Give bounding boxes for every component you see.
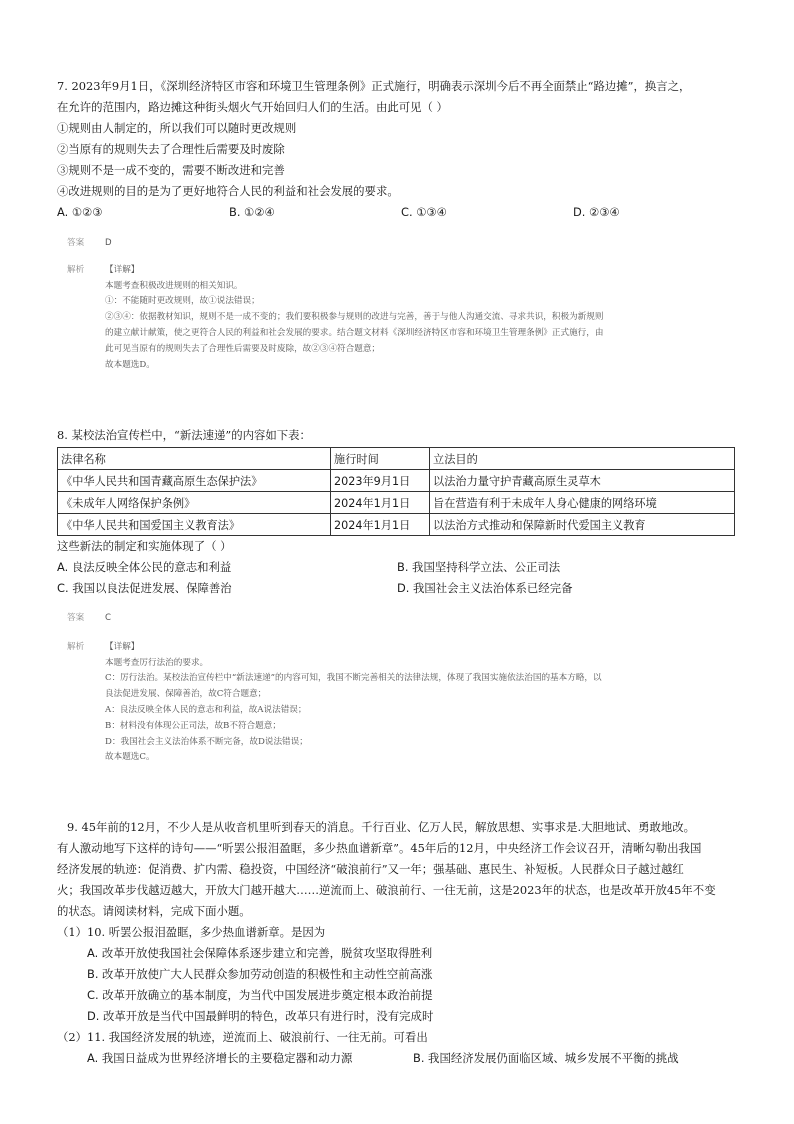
option-b[interactable]: B. 我国经济发展仍面临区域、城乡发展不平衡的挑战 [413,1051,679,1065]
analysis-text [105,263,737,374]
date-cell: 2024年1月1日 [331,514,430,536]
answer-row [67,236,737,252]
question-7-stem-line-2: 在允许的范围内，路边摊这种街头烟火气开始回归人们的生活。由此可见（ ） [57,100,448,114]
answer-label: 答案 [67,238,85,248]
header-effective-date: 施行时间 [331,448,430,470]
answer-value: C [105,613,112,623]
option-a[interactable]: A. ①②③ [57,205,103,219]
analysis-line: 此可见当原有的规则失去了合理性后需要及时废除，故②③④符合题意； [105,343,381,354]
purpose-cell: 旨在营造有利于未成年人身心健康的网络环境 [430,492,735,514]
material-line: 有人激动地写下这样的诗句——“听罢公报泪盈眶，多少热血谱新章”。45年后的12月，中央经济工作会议召开，清晰勾勒出我国 [57,841,702,855]
question-8-options-row-1 [57,557,747,578]
question-8-prompt: 这些新法的制定和实施体现了（ ） [57,539,232,553]
analysis-line: 良法促进发展、保障善治，故C符合题意； [105,689,267,700]
law-name-cell: 《未成年人网络保护条例》 [58,492,331,514]
question-11-stem: （2）11. 我国经济发展的轨迹，逆流而上、破浪前行、一往无前。可看出 [57,1030,428,1044]
analysis-row [67,640,737,766]
option-d[interactable]: D. ②③④ [573,205,620,219]
header-purpose: 立法目的 [430,448,735,470]
option-c[interactable]: C. 改革开放确立的基本制度，为当代中国发展进步奠定根本政治前提 [87,988,433,1002]
analysis-line: C：厉行法治。某校法治宣传栏中“新法速递”的内容可知，我国不断完善相关的法律法规，体现了我国实施依法治国的基本方略，以 [105,673,602,684]
date-cell: 2023年9月1日 [331,470,430,492]
answer-value: D [105,238,112,248]
analysis-line: 本题考查厉行法治的要求。 [105,657,209,668]
law-table [57,447,735,536]
question-10-stem: （1）10. 听罢公报泪盈眶，多少热血谱新章。是因为 [57,925,326,939]
question-7-options [57,202,747,223]
analysis-line: 故本题选C。 [105,752,155,763]
option-b[interactable]: B. 我国坚持科学立法、公正司法 [397,560,561,574]
material-line: 的状态。请阅读材料，完成下面小题。 [57,904,251,918]
analysis-line: D：我国社会主义法治体系不断完备，故D说法错误； [105,736,308,747]
table-row [58,492,735,514]
analysis-line: B：材料没有体现公正司法，故B不符合题意； [105,720,281,731]
table-header-row [58,448,735,470]
law-name-cell: 《中华人民共和国青藏高原生态保护法》 [58,470,331,492]
analysis-line: 本题考查积极改进规则的相关知识。 [105,280,243,291]
material-line: 9. 45年前的12月，不少人是从收音机里听到春天的消息。千行百业、亿万人民，解放思想、实事求是.大胆地试、勇敢地改。 [67,820,696,834]
option-a[interactable]: A. 我国日益成为世界经济增长的主要稳定器和动力源 [87,1051,353,1065]
question-7-item-4: ④改进规则的目的是为了更好地符合人民的利益和社会发展的要求。 [57,184,399,198]
question-7-item-2: ②当原有的规则失去了合理性后需要及时废除 [57,142,285,156]
analysis-line: A：良法反映全体人民的意志和利益，故A说法错误； [105,704,307,715]
option-c[interactable]: C. 我国以良法促进发展、保障善治 [57,581,232,595]
analysis-line: ②③④：依据教材知识，规则不是一成不变的；我们要积极参与规则的改进与完善，善于与他人沟通交流、寻求共识，积极为新规则 [105,312,604,323]
analysis-label: 解析 [67,641,85,652]
analysis-line: 【详解】 [105,641,140,652]
table-row [58,514,735,536]
option-a[interactable]: A. 改革开放使我国社会保障体系逐步建立和完善，脱贫攻坚取得胜利 [87,946,433,960]
question-8-options-row-2 [57,578,747,599]
analysis-line: 故本题选D。 [105,359,155,370]
question-7 [57,76,747,223]
material-line: 火；我国改革步伐越迈越大，开放大门越开越大……逆流而上、破浪前行、一往无前，这是2023年的状态，也是改革开放45年不变 [57,883,716,897]
question-8-answer-block [67,611,737,766]
question-8 [57,425,747,599]
option-d[interactable]: D. 我国社会主义法治体系已经完备 [397,581,573,595]
option-b[interactable]: B. ①②④ [229,205,275,219]
purpose-cell: 以法治方式推动和保障新时代爱国主义教育 [430,514,735,536]
option-c[interactable]: C. ①③④ [401,205,447,219]
question-7-item-1: ①规则由人制定的，所以我们可以随时更改规则 [57,121,297,135]
answer-row [67,611,737,627]
answer-label: 答案 [67,613,85,623]
analysis-line: ①：不能随时更改规则，故①说法错误； [105,296,260,307]
question-7-stem-line-1: 7. 2023年9月1日，《深圳经济特区市容和环境卫生管理条例》正式施行，明确表示深圳今后不再全面禁止“路边摊”，换言之， [57,79,691,93]
purpose-cell: 以法治力量守护青藏高原生灵草木 [430,470,735,492]
question-7-answer-block [67,236,737,373]
law-name-cell: 《中华人民共和国爱国主义教育法》 [58,514,331,536]
date-cell: 2024年1月1日 [331,492,430,514]
analysis-row [67,263,737,374]
option-b[interactable]: B. 改革开放使广大人民群众参加劳动创造的积极性和主动性空前高涨 [87,967,433,981]
question-7-item-3: ③规则不是一成不变的，需要不断改进和完善 [57,163,285,177]
option-d[interactable]: D. 改革开放是当代中国最鲜明的特色，改革只有进行时，没有完成时 [87,1009,434,1023]
header-law-name: 法律名称 [58,448,331,470]
analysis-text [105,640,737,766]
question-9-material [57,817,747,922]
analysis-line: 的建立献计献策，使之更符合人民的利益和社会发展的要求。结合题文材料《深圳经济特区市容和环境卫生管理条例》正式施行，由 [105,327,604,338]
question-8-stem: 8. 某校法治宣传栏中，“新法速递”的内容如下表： [57,428,311,442]
option-a[interactable]: A. 良法反映全体公民的意志和利益 [57,560,232,574]
material-line: 经济发展的轨迹：促消费、扩内需、稳投资，中国经济“破浪前行”又一年；强基础、惠民生、补短板。人民群众日子越过越红 [57,862,684,876]
analysis-label: 解析 [67,264,85,275]
analysis-line: 【详解】 [105,264,140,275]
table-row [58,470,735,492]
